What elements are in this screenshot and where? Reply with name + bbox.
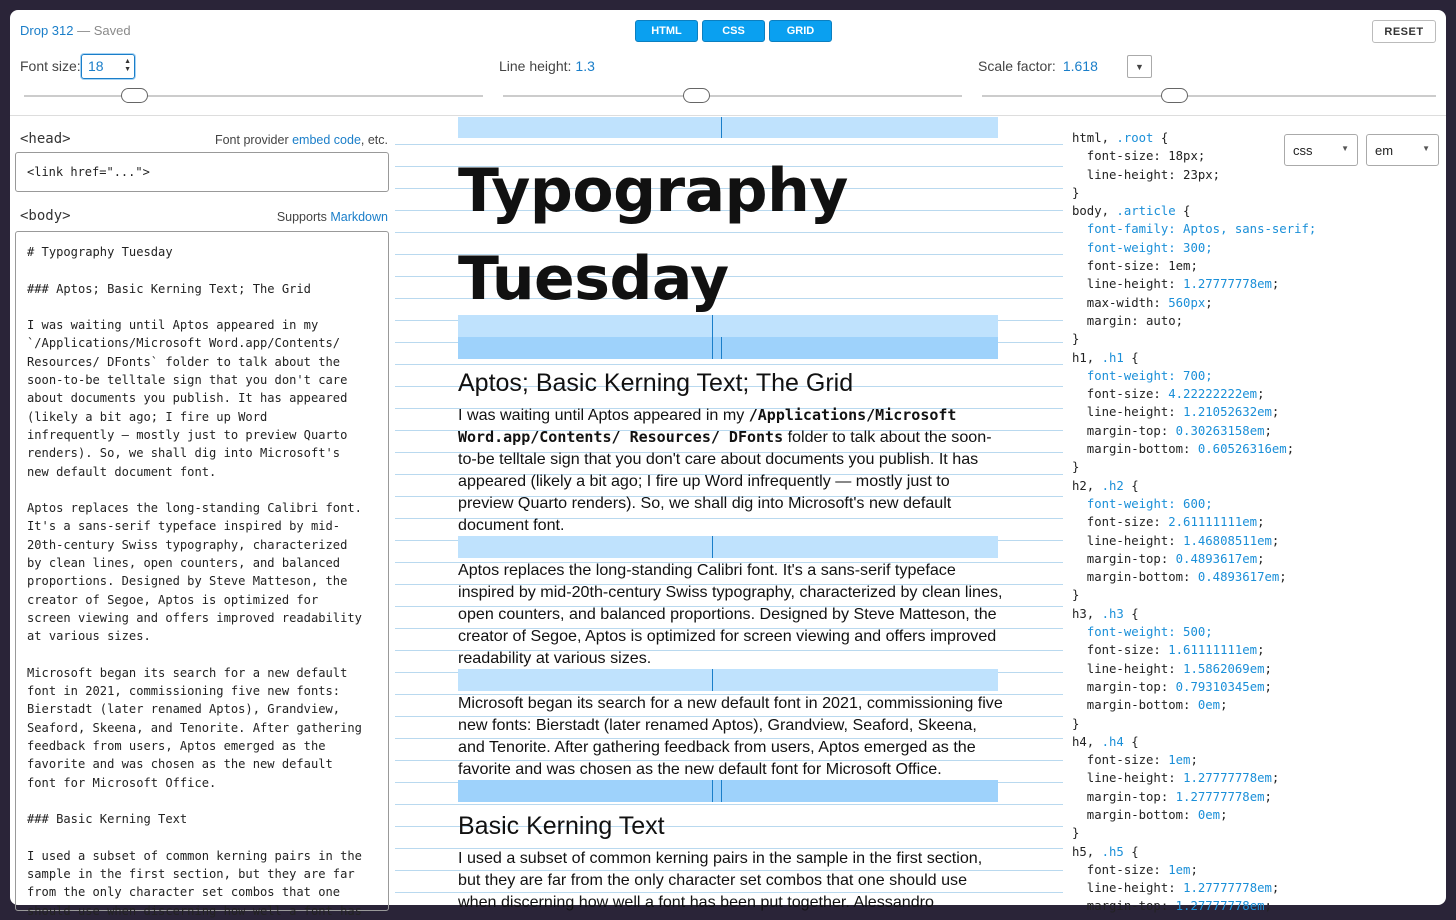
mode-toggle-group bbox=[635, 20, 832, 42]
font-size-slider-track[interactable] bbox=[24, 95, 483, 97]
save-status: — Saved bbox=[73, 23, 131, 38]
font-size-label: Font size: bbox=[20, 58, 81, 74]
preview-paragraph: Microsoft began its search for a new default font in 2021, commissioning five new fonts: Bierstadt (later renamed Aptos), Grandview, Seaford, Skeena, and Tenorite. After gathering feedback from users, Aptos emerged as the favorite and was chosen as the new default font for Microsoft Office. bbox=[458, 694, 1003, 778]
embed-code-link[interactable]: embed code bbox=[292, 133, 361, 147]
preview-heading-2: Aptos; Basic Kerning Text; The Grid bbox=[458, 369, 854, 397]
arrow-up-icon bbox=[721, 337, 722, 359]
output-unit-value: em bbox=[1375, 143, 1394, 158]
reset-button[interactable]: RESET bbox=[1372, 20, 1436, 43]
heading-line: Tuesday bbox=[458, 244, 729, 314]
html-mode-button[interactable]: HTML bbox=[635, 20, 698, 42]
line-height-label: Line height: bbox=[499, 58, 572, 74]
paragraph-text: I was waiting until Aptos appeared in my bbox=[458, 406, 749, 424]
scale-factor-value: 1.618 bbox=[1062, 58, 1098, 74]
scale-factor-label: Scale factor: bbox=[978, 58, 1056, 74]
preview-paragraph: Aptos replaces the long-standing Calibri font. It's a sans-serif typeface inspired by mid-20th-century Swiss typography, characterized by clean lines, open counters, and balanced proportions. Designed by Steve Matteson, the creator of Segoe, Aptos is optimized for screen viewing and offers improved readability at various sizes. bbox=[458, 561, 1003, 667]
margin-band bbox=[458, 536, 998, 558]
line-height-slider-handle[interactable] bbox=[683, 88, 710, 103]
output-language-select[interactable] bbox=[1284, 134, 1358, 166]
output-unit-select[interactable] bbox=[1366, 134, 1439, 166]
document-name[interactable]: Drop 312 bbox=[20, 23, 74, 38]
body-hint-text: Supports bbox=[276, 210, 331, 224]
markdown-link[interactable]: Markdown bbox=[330, 210, 388, 224]
output-language-value: css bbox=[1293, 143, 1313, 158]
inline-code: /Applications/Microsoft Word.app/Contents/ Resources/ DFonts bbox=[458, 406, 957, 446]
body-section-label: <body> bbox=[20, 208, 71, 224]
preview-heading-1 bbox=[458, 147, 848, 323]
scale-factor-slider-handle[interactable] bbox=[1161, 88, 1188, 103]
font-size-slider-handle[interactable] bbox=[121, 88, 148, 103]
margin-band bbox=[458, 780, 998, 802]
arrow-down-icon bbox=[712, 536, 713, 558]
line-height-control bbox=[499, 58, 595, 74]
paragraph-text: folder to talk about the soon-to-be telltale sign that you don't care about documents you publish. It has appeared (likely a bit ago; I fire up Word infrequently — mostly just to preview Quarto renders). So, we shall dig into Microsoft's new default document font. bbox=[458, 428, 992, 534]
chevron-down-icon: ▼ bbox=[1422, 144, 1430, 153]
editor-panel bbox=[10, 117, 395, 918]
css-output-panel bbox=[1063, 117, 1446, 914]
stepper-arrows-icon[interactable]: ▲ ▼ bbox=[124, 58, 131, 73]
preview-panel bbox=[395, 117, 1063, 911]
markdown-source: # Typography Tuesday ### Aptos; Basic Kerning Text; The Grid I was waiting until Aptos appeared in my `/Applications/Microsoft Word.app/Contents/ Resources/ DFonts` folder to talk about the soon-to-be telltale sign that you don't care about documents you publish. It has appeared (likely a bit ago; I fire up Word infrequently — mostly just to preview Quarto renders). So, we shall dig into Microsoft's new default document font. Aptos replaces the long-standing Calibri font. It's a sans-serif typeface inspired by mid- 20th-century Swiss typography, characterized by clean lines, open counters, and balanced proportions. Designed by Steve Matteson, the creator of Segoe, Aptos is optimized for screen viewing and offers improved readability at various sizes. Microsoft began its search for a new default font in 2021, commissioning five new fonts: Bierstadt (later renamed Aptos), Grandview, Seaford, Skeena, and Tenorite. After gathering feedback from users, Aptos emerged as the favorite and was chosen as the new default font for Microsoft Office. ### Basic Kerning Text I used a subset of common kerning pairs in the sample in the first section, but they are far from the only character set combos that one should use when discerning how well a font has bbox=[27, 245, 362, 918]
margin-band bbox=[458, 337, 998, 359]
scale-factor-slider-track[interactable] bbox=[982, 95, 1436, 97]
document-title bbox=[20, 23, 131, 38]
font-size-input[interactable] bbox=[81, 54, 135, 79]
font-size-value: 18 bbox=[88, 58, 104, 74]
line-height-value: 1.3 bbox=[575, 58, 595, 74]
scale-factor-control bbox=[978, 58, 1098, 74]
scale-factor-dropdown[interactable] bbox=[1127, 55, 1152, 78]
preview-heading-2: Basic Kerning Text bbox=[458, 812, 665, 840]
body-hint bbox=[277, 210, 388, 224]
chevron-down-icon: ▼ bbox=[1135, 61, 1144, 72]
arrow-down-icon bbox=[712, 780, 713, 802]
grid-mode-button[interactable]: GRID bbox=[769, 20, 832, 42]
head-hint-suffix: , etc. bbox=[360, 133, 388, 147]
preview-paragraph: I used a subset of common kerning pairs in the sample in the first section, but they are far from the only character set combos that one should use when discerning how well a font has been put together. Alessandro bbox=[458, 849, 983, 911]
margin-band bbox=[458, 669, 998, 691]
chevron-down-icon: ▼ bbox=[1341, 144, 1349, 153]
toolbar bbox=[10, 10, 1446, 116]
body-textarea[interactable] bbox=[15, 231, 389, 918]
head-section-label: <head> bbox=[20, 131, 71, 147]
arrow-up-icon bbox=[721, 780, 722, 802]
line-height-slider-track[interactable] bbox=[503, 95, 962, 97]
css-code: html, .root { font-size: 18px; line-height: 23px; } body, .article { font-family: Aptos, sans-serif; font-weight: 300; font-size: 1em; line-height: 1.27777778em; max-width: 560px; margin: auto; } h1, .h1 { font-weight: 700; font-size: 4.22222222em; line-height: 1.21052632em; margin-top: 0.30263158em; margin-bottom: 0.60526316em; } h2, .h2 { font-weight: 600; font-size: 2.61111111em; line-height: 1.46808511em; margin-top: 0.4893617em; margin-bottom: 0.4893617em; } h3, .h3 { font-weight: 500; font-size: 1.61111111em; line-height: 1.5862069em; margin-top: 0.79310345em; margin-bottom: 0em; } h4, .h4 { font-size: 1em; line-height: 1.27777778em; margin-top: 1.27777778em; margin-bottom: 0em; } h5, .h5 { font-size: 1em; line-height: 1.27777778em; margin-top: 1.27777778em; bbox=[1072, 131, 1317, 914]
head-hint bbox=[215, 133, 388, 147]
head-hint-text: Font provider bbox=[214, 133, 293, 147]
head-textarea[interactable]: <link href="..."> bbox=[15, 152, 389, 192]
app-window bbox=[10, 10, 1446, 918]
margin-band bbox=[458, 117, 998, 138]
css-mode-button[interactable]: CSS bbox=[702, 20, 765, 42]
heading-line: Typography bbox=[458, 156, 848, 226]
arrow-down-icon bbox=[712, 669, 713, 691]
arrow-up-icon bbox=[721, 117, 722, 138]
preview-paragraph bbox=[458, 404, 1003, 536]
